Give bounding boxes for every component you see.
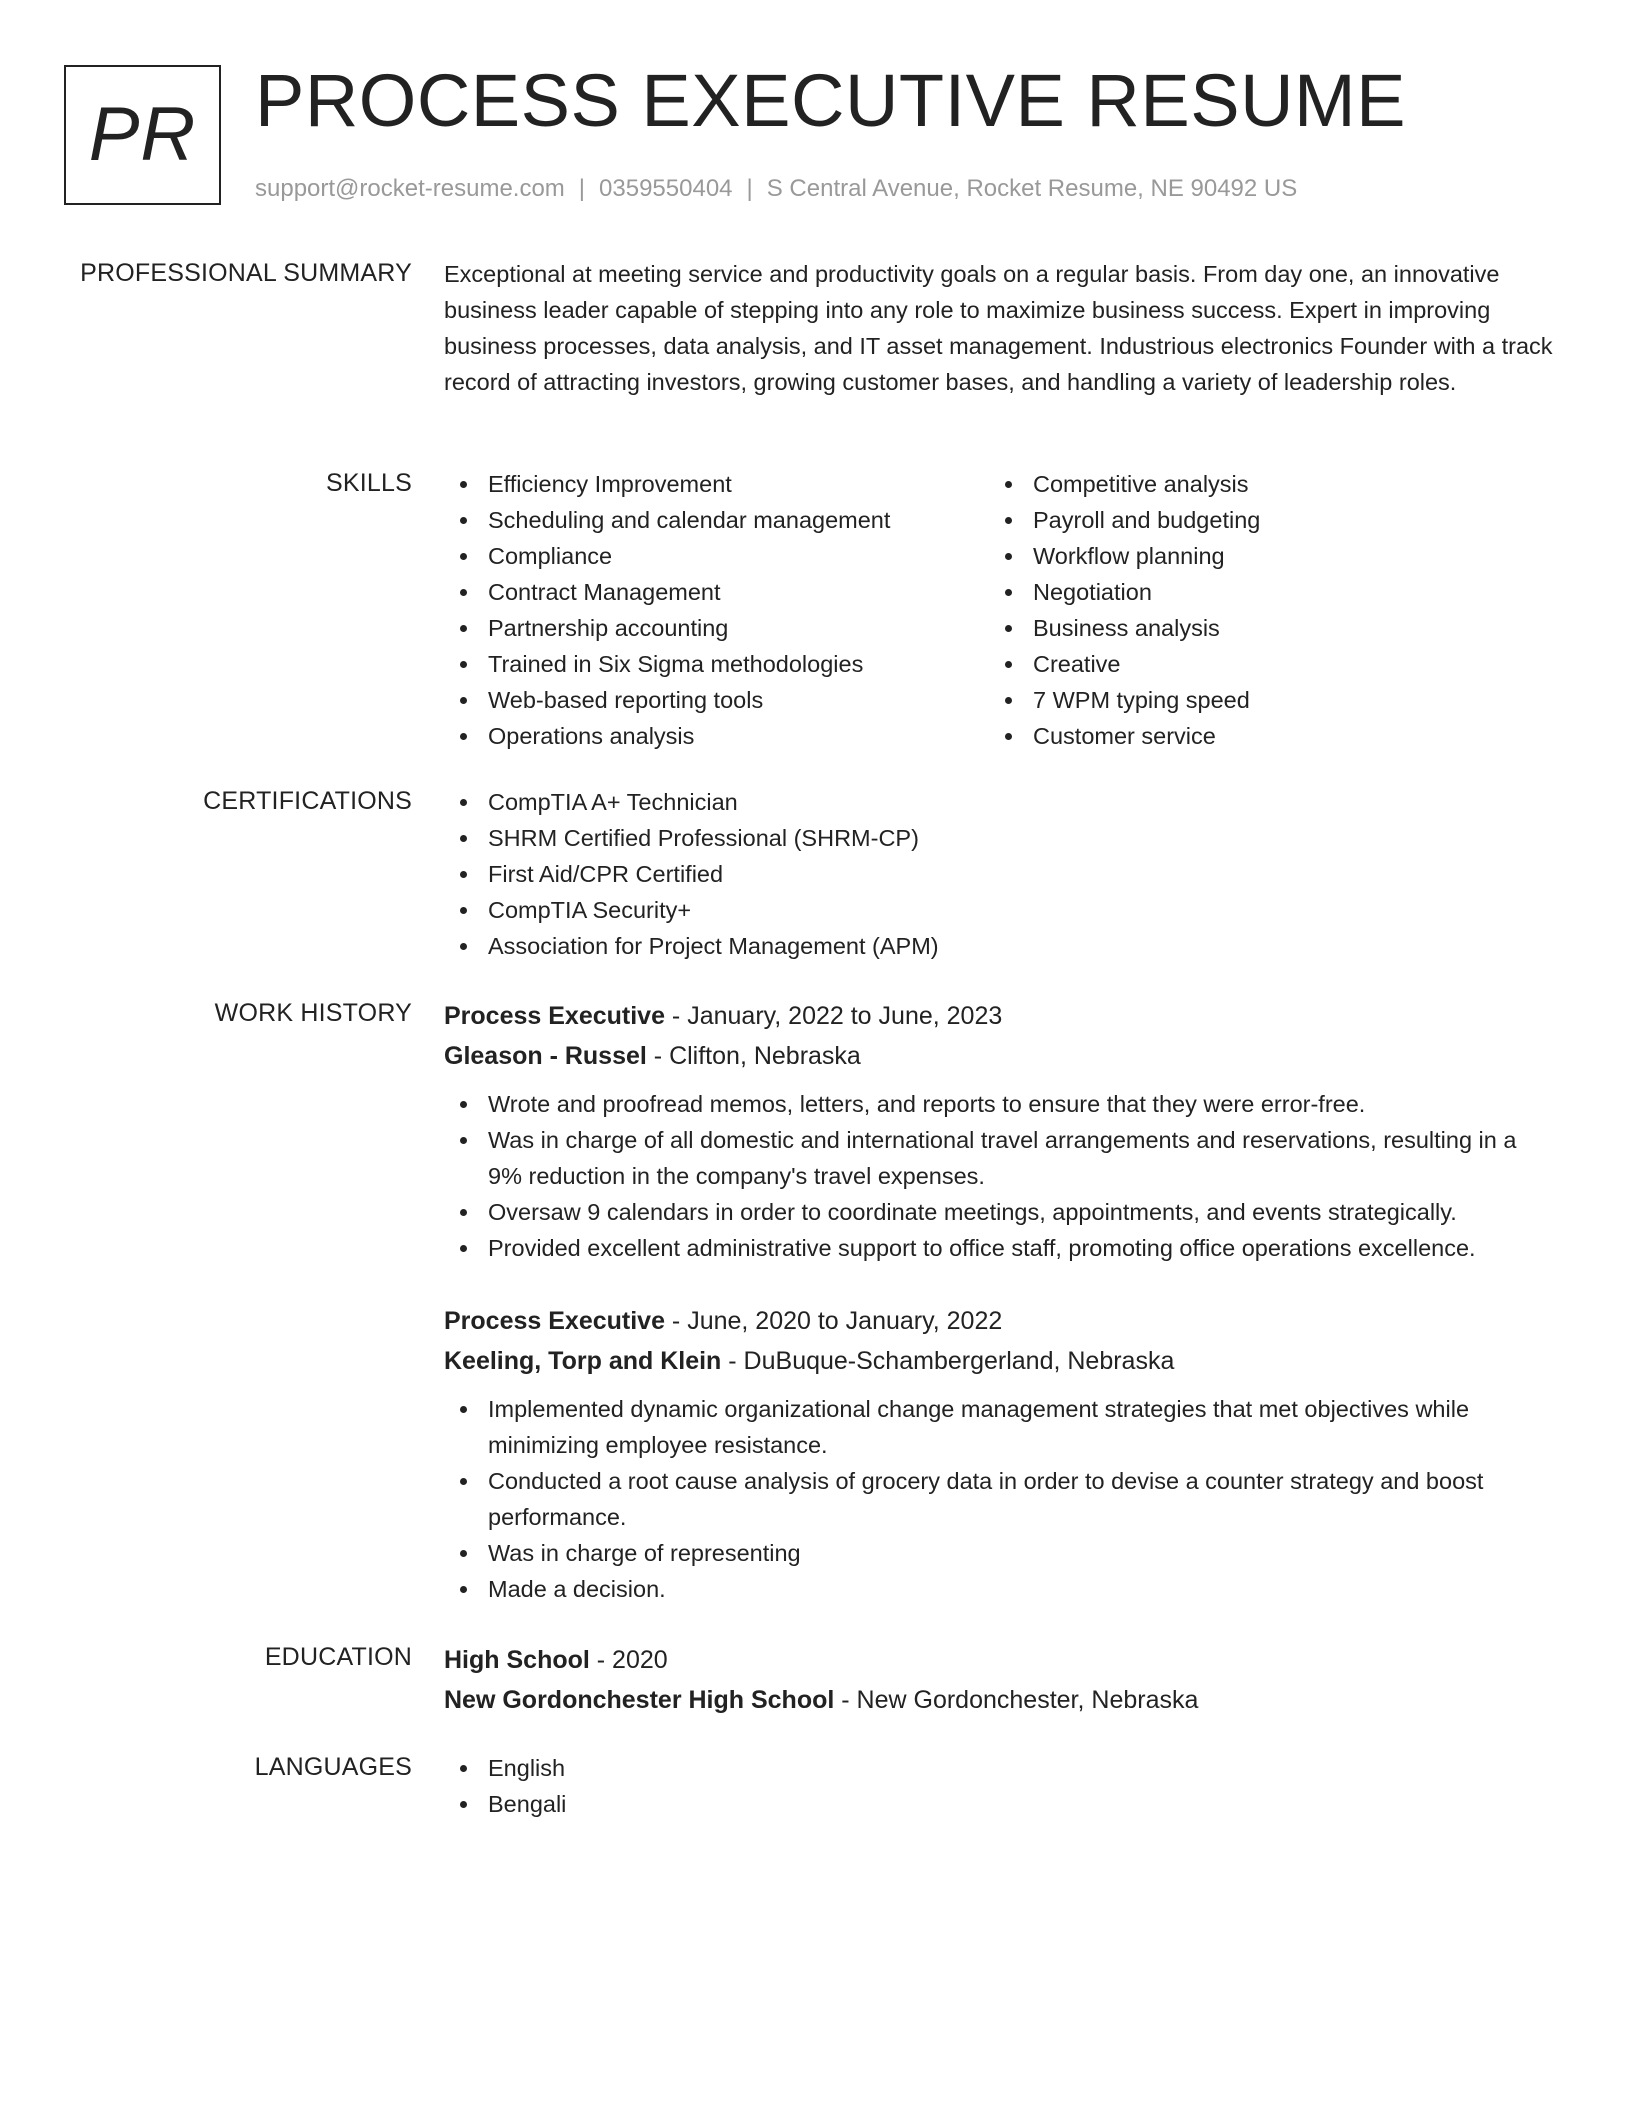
- list-item: Association for Project Management (APM): [444, 928, 1554, 964]
- education-heading: EDUCATION: [264, 1643, 412, 1671]
- education-school: New Gordonchester High School: [444, 1686, 835, 1714]
- job-title-line: [444, 1301, 1554, 1341]
- work-history-heading: WORK HISTORY: [214, 999, 412, 1027]
- job-title-line: [444, 996, 1554, 1036]
- list-item: Competitive analysis: [989, 466, 1534, 502]
- list-item: Partnership accounting: [444, 610, 989, 646]
- job-duties: [444, 1086, 1554, 1266]
- work-history-body: [444, 996, 1554, 1266]
- job-dates: - January, 2022 to June, 2023: [664, 1002, 1003, 1030]
- list-item: Conducted a root cause analysis of grocery data in order to devise a counter strategy and boost performance.: [444, 1463, 1554, 1535]
- job-company: Gleason - Russel: [444, 1042, 647, 1070]
- list-item: English: [444, 1750, 1554, 1786]
- contact-email: support@rocket-resume.com: [255, 175, 565, 202]
- job-company: Keeling, Torp and Klein: [444, 1347, 722, 1375]
- certifications-list: [444, 784, 1554, 964]
- job-title: Process Executive: [444, 1002, 665, 1030]
- list-item: Was in charge of all domestic and international travel arrangements and reservations, resulting in a 9% reduction in the company's travel expenses.: [444, 1122, 1554, 1194]
- list-item: First Aid/CPR Certified: [444, 856, 1554, 892]
- list-item: Operations analysis: [444, 718, 989, 754]
- list-item: Bengali: [444, 1786, 1554, 1822]
- list-item: Was in charge of representing: [444, 1535, 1554, 1571]
- list-item: Provided excellent administrative support to office staff, promoting office operations excellence.: [444, 1230, 1554, 1266]
- list-item: Creative: [989, 646, 1534, 682]
- job-location: - Clifton, Nebraska: [646, 1042, 861, 1070]
- list-item: Compliance: [444, 538, 989, 574]
- summary-heading: PROFESSIONAL SUMMARY: [80, 259, 412, 287]
- list-item: Trained in Six Sigma methodologies: [444, 646, 989, 682]
- job-entry: [444, 1301, 1554, 1607]
- education-school-line: [444, 1680, 1554, 1720]
- list-item: Oversaw 9 calendars in order to coordinate meetings, appointments, and events strategically.: [444, 1194, 1554, 1230]
- list-item: Wrote and proofread memos, letters, and reports to ensure that they were error-free.: [444, 1086, 1554, 1122]
- contact-separator: |: [578, 175, 586, 202]
- list-item: Made a decision.: [444, 1571, 1554, 1607]
- list-item: Workflow planning: [989, 538, 1534, 574]
- certifications-heading: CERTIFICATIONS: [203, 787, 412, 815]
- languages-heading: LANGUAGES: [254, 1753, 412, 1781]
- contact-line: [255, 174, 1297, 204]
- work-history-body-2: [444, 1301, 1554, 1607]
- skills-list-right: [989, 466, 1534, 754]
- list-item: Web-based reporting tools: [444, 682, 989, 718]
- skills-list-left: [444, 466, 989, 754]
- list-item: Business analysis: [989, 610, 1534, 646]
- job-company-line: [444, 1341, 1554, 1381]
- list-item: SHRM Certified Professional (SHRM-CP): [444, 820, 1554, 856]
- summary-body: [444, 256, 1554, 400]
- education-degree: High School: [444, 1646, 590, 1674]
- education-location: - New Gordonchester, Nebraska: [834, 1686, 1199, 1714]
- certifications-body: [444, 784, 1554, 964]
- contact-separator: |: [746, 175, 753, 202]
- education-degree-line: [444, 1640, 1554, 1680]
- list-item: Scheduling and calendar management: [444, 502, 989, 538]
- education-body: [444, 1640, 1554, 1720]
- job-duties: [444, 1391, 1554, 1607]
- list-item: Customer service: [989, 718, 1534, 754]
- list-item: Implemented dynamic organizational change management strategies that met objectives while minimizing employee resistance.: [444, 1391, 1554, 1463]
- skills-body: [444, 466, 1554, 754]
- job-title: Process Executive: [444, 1307, 665, 1335]
- list-item: CompTIA Security+: [444, 892, 1554, 928]
- list-item: CompTIA A+ Technician: [444, 784, 1554, 820]
- contact-address: S Central Avenue, Rocket Resume, NE 90492 US: [766, 175, 1298, 202]
- contact-phone: 0359550404: [599, 175, 733, 202]
- languages-body: [444, 1750, 1554, 1822]
- list-item: 7 WPM typing speed: [989, 682, 1534, 718]
- job-dates: - June, 2020 to January, 2022: [664, 1307, 1003, 1335]
- monogram-badge: [64, 65, 221, 205]
- summary-text: Exceptional at meeting service and productivity goals on a regular basis. From day one, an innovative business leader capable of stepping into any role to maximize business success. Expert in improving business processes, data analysis, and IT asset management. Industrious electronics Founder with a track record of attracting investors, growing customer bases, and handling a variety of leadership roles.: [444, 261, 1553, 395]
- list-item: Efficiency Improvement: [444, 466, 989, 502]
- resume-title: PROCESS EXECUTIVE RESUME: [255, 59, 1407, 142]
- list-item: Payroll and budgeting: [989, 502, 1534, 538]
- list-item: Contract Management: [444, 574, 989, 610]
- job-entry: [444, 996, 1554, 1266]
- languages-list: [444, 1750, 1554, 1822]
- job-location: - DuBuque-Schambergerland, Nebraska: [721, 1347, 1175, 1375]
- skills-heading: SKILLS: [326, 469, 412, 497]
- monogram-initials: PR: [88, 92, 197, 177]
- list-item: Negotiation: [989, 574, 1534, 610]
- education-year: - 2020: [589, 1646, 668, 1674]
- job-company-line: [444, 1036, 1554, 1076]
